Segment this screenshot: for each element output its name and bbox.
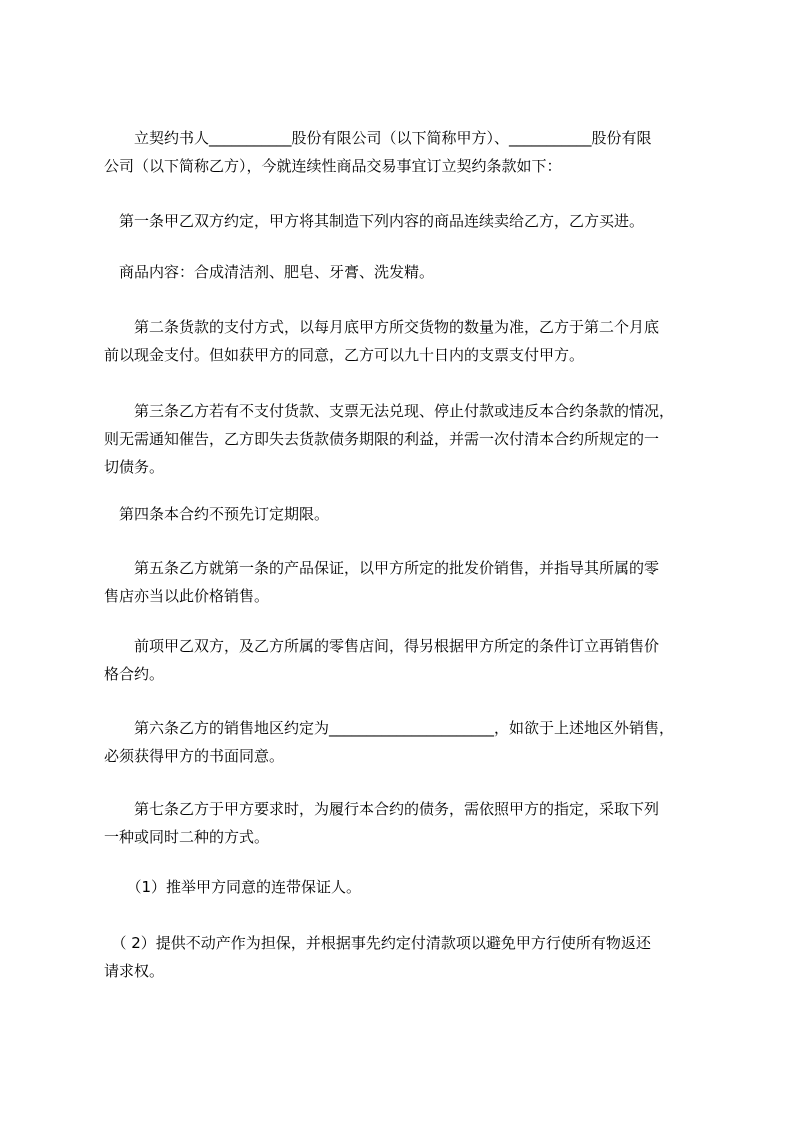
text-line: 格合约。 (104, 665, 165, 683)
text-line: （1）推举甲方同意的连带保证人。 (104, 878, 362, 896)
paragraph-item-1 (104, 873, 694, 901)
text-line: 第三条乙方若有不支付货款、支票无法兑现、停止付款或违反本合约条款的情况， (104, 402, 675, 420)
text-line: 第四条本合约不预先订定期限。 (104, 505, 330, 523)
text-line: 前以现金支付。但如获甲方的同意，乙方可以九十日内的支票支付甲方。 (104, 346, 585, 364)
text-line: 第六条乙方的销售地区约定为______________________，如欲于上述地区外销售， (104, 719, 675, 737)
text-line: 商品内容：合成清洁剂、肥皂、牙膏、洗发精。 (104, 263, 435, 281)
text-line: 第二条货款的支付方式，以每月底甲方所交货物的数量为准，乙方于第二个月底 (104, 318, 660, 336)
text-line: 一种或同时二种的方式。 (104, 828, 270, 846)
paragraph-article-6 (104, 714, 694, 770)
text-line: 第七条乙方于甲方要求时，为履行本合约的债务，需依照甲方的指定，采取下列 (104, 800, 660, 818)
text-line: 立契约书人___________股份有限公司（以下简称甲方）、___________股份有限 (104, 129, 652, 147)
paragraph-item-2 (104, 929, 694, 985)
paragraph-article-4 (104, 500, 694, 528)
paragraph-article-7 (104, 795, 694, 851)
text-line: 前项甲乙双方，及乙方所属的零售店间，得另根据甲方所定的条件订立再销售价 (104, 637, 660, 655)
text-line: 请求权。 (104, 962, 165, 980)
text-line: 切债务。 (104, 458, 165, 476)
paragraph-article-3 (104, 397, 694, 481)
text-line: 售店亦当以此价格销售。 (104, 587, 270, 605)
paragraph-article-1 (104, 207, 694, 235)
text-line: （ 2）提供不动产作为担保，并根据事先约定付清款项以避免甲方行使所有物返还 (104, 934, 651, 952)
text-line: 第五条乙方就第一条的产品保证，以甲方所定的批发价销售，并指导其所属的零 (104, 559, 660, 577)
paragraph-article-5 (104, 554, 694, 610)
text-line: 则无需通知催告，乙方即失去货款债务期限的利益，并需一次付清本合约所规定的一 (104, 430, 660, 448)
paragraph-resale-price (104, 632, 694, 688)
paragraph-product-contents (104, 258, 694, 286)
paragraph-article-2 (104, 313, 694, 369)
paragraph-preamble (104, 124, 694, 180)
text-line: 公司（以下简称乙方），今就连续性商品交易事宜订立契约条款如下： (104, 157, 562, 175)
text-line: 必须获得甲方的书面同意。 (104, 747, 285, 765)
text-line: 第一条甲乙双方约定，甲方将其制造下列内容的商品连续卖给乙方，乙方买进。 (104, 212, 645, 230)
